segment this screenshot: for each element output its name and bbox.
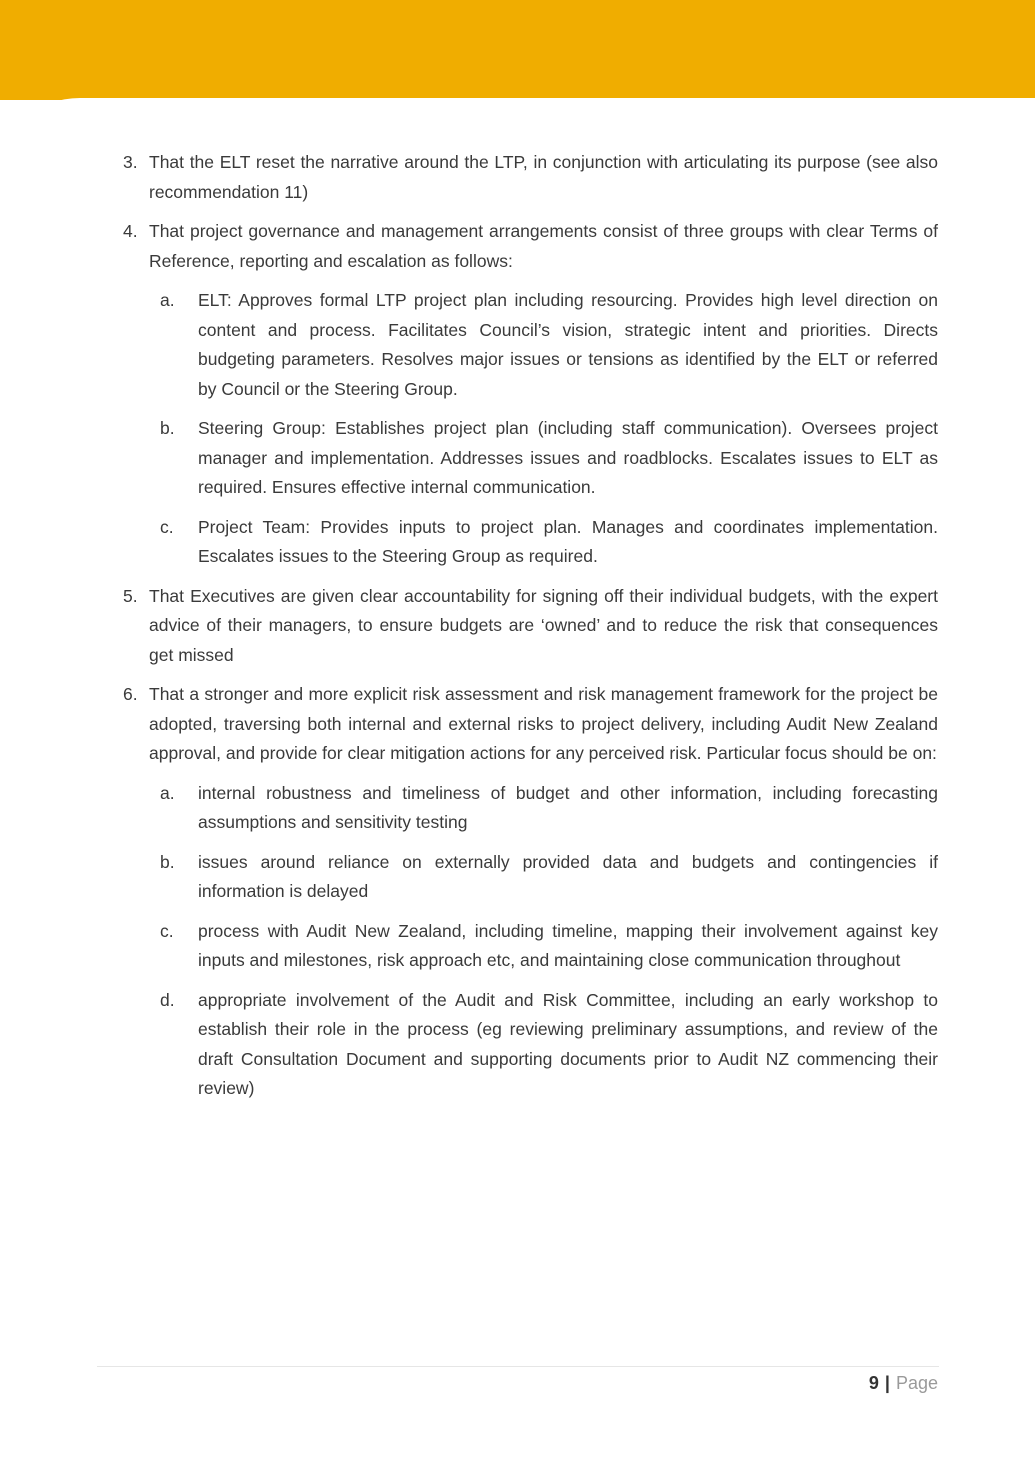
sublist-item — [160, 513, 938, 572]
subitem-text: process with Audit New Zealand, including timeline, mapping their involvement against key inputs and milestones, risk approach etc, and maintaining close communication throughout — [198, 920, 938, 970]
page-label: Page — [895, 1373, 938, 1393]
item-text: That a stronger and more explicit risk assessment and risk management framework for the project be adopted, traversing both internal and external risks to project delivery, including Audit New Zealand approval, and provide for clear mitigation actions for any perceived risk. Particular focus should be on: — [149, 684, 938, 763]
footer-separator: | — [884, 1373, 890, 1393]
sublist-item — [160, 779, 938, 838]
item-number: 3. — [123, 152, 138, 172]
subitem-letter: a. — [160, 782, 175, 803]
subitem-text: appropriate involvement of the Audit and Risk Committee, including an early workshop to establish their role in the process (eg reviewing preliminary assumptions, and review of the draft Consultation Document and supporting documents prior to Audit NZ commencing their review) — [198, 989, 938, 1098]
subitem-letter: b. — [160, 418, 175, 438]
sublist — [123, 286, 938, 572]
subitem-letter: c. — [160, 920, 174, 941]
page-footer — [869, 1370, 938, 1396]
sublist-item — [160, 848, 938, 907]
subitem-letter: c. — [160, 516, 174, 537]
item-text: That project governance and management arrangements consist of three groups with clear Terms of Reference, reporting and escalation as follows: — [149, 221, 938, 271]
item-number: 4. — [123, 221, 138, 241]
item-text: That Executives are given clear accountability for signing off their individual budgets, with the expert advice of their managers, to ensure budgets are ‘owned’ and to reduce the risk that consequences get missed — [149, 585, 938, 665]
subitem-text: issues around reliance on externally provided data and budgets and contingencies if information is delayed — [198, 851, 938, 901]
item-text: That the ELT reset the narrative around the LTP, in conjunction with articulating its purpose (see also recommendation 11) — [149, 152, 938, 202]
subitem-letter: d. — [160, 989, 175, 1010]
item-number: 6. — [123, 684, 138, 704]
sublist-item — [160, 286, 938, 404]
list-item — [123, 582, 938, 671]
list-item — [123, 680, 938, 769]
header-band — [0, 0, 1035, 100]
subitem-letter: b. — [160, 851, 175, 872]
sublist-item — [160, 414, 938, 503]
subitem-text: Project Team: Provides inputs to project plan. Manages and coordinates implementation. Escalates issues to the Steering Group as required. — [198, 516, 938, 566]
sublist — [123, 779, 938, 1104]
subitem-text: Steering Group: Establishes project plan (including staff communication). Oversees project manager and implementation. Addresses issues and roadblocks. Escalates issues to ELT as required. Ensures effective internal communication. — [198, 418, 938, 497]
subitem-text: internal robustness and timeliness of budget and other information, including forecasting assumptions and sensitivity testing — [198, 782, 938, 832]
sublist-item — [160, 986, 938, 1104]
list-item — [123, 148, 938, 207]
subitem-letter: a. — [160, 290, 175, 310]
subitem-text: ELT: Approves formal LTP project plan including resourcing. Provides high level direction on content and process. Facilitates Council’s vision, strategic intent and priorities. Directs budgeting parameters. Resolves major issues or tensions as identified by the ELT or referred by Council or the Steering Group. — [198, 290, 938, 399]
sublist-item — [160, 917, 938, 976]
recommendations-list — [123, 148, 938, 1114]
list-item — [123, 217, 938, 276]
footer-divider — [97, 1366, 939, 1367]
page-number: 9 — [868, 1373, 879, 1393]
item-number: 5. — [123, 585, 138, 606]
